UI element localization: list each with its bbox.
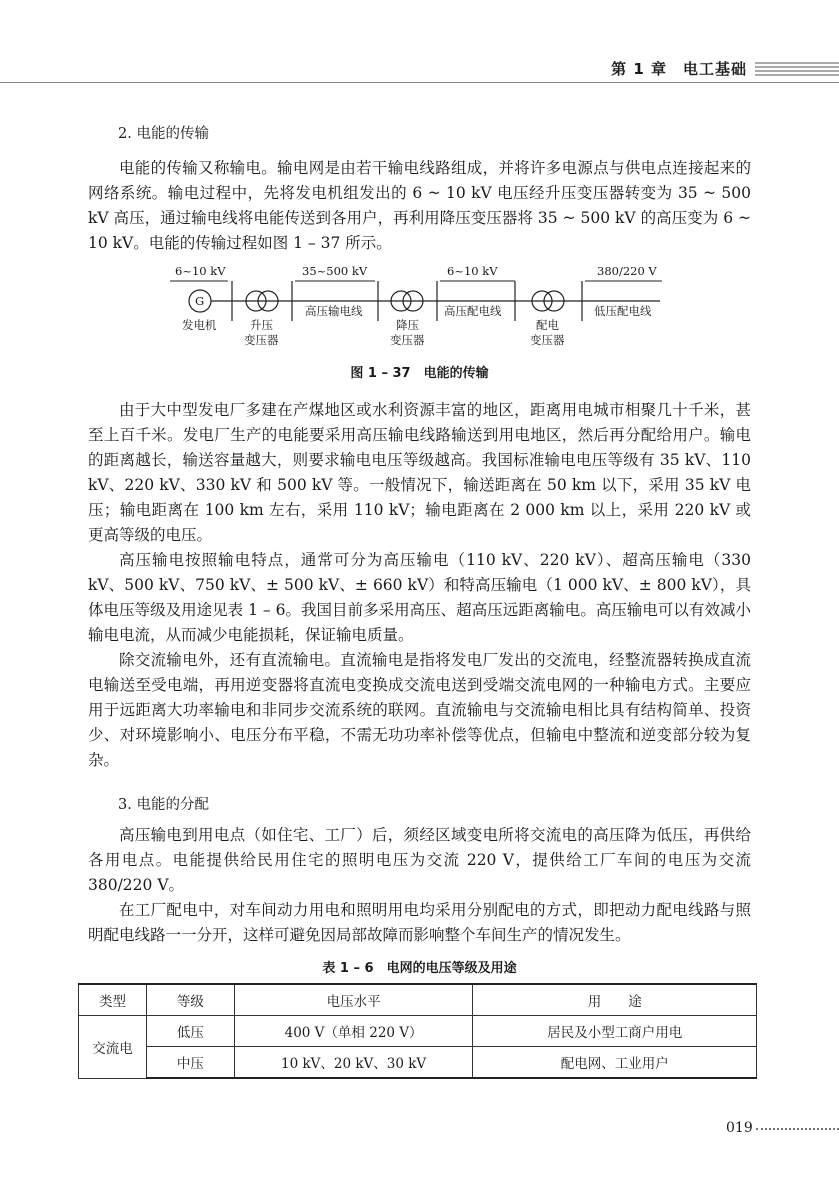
- voltage-label: 6~10 kV: [175, 264, 226, 278]
- chapter-title: 第 1 章 电工基础: [611, 60, 747, 78]
- section-heading-distribution: 3. 电能的分配: [118, 797, 209, 813]
- paragraph: 高压输电到用电点（如住宅、工厂）后，须经区域变电所将交流电的高压降为低压，再供给各用电点。电能提供给民用住宅的照明电压为交流 220 V，提供给工厂车间的电压为交流 380/220 V。: [88, 826, 751, 894]
- table-cell: 低压: [146, 1016, 234, 1047]
- paragraph: 电能的传输又称输电。输电网是由若干输电线路组成，并将许多电源点与供电点连接起来的网络系统。输电过程中，先将发电机组发出的 6 ~ 10 kV 电压经升压变压器转变为 35 ~ 500 kV 高压，通过输电线将电能传送到各用户，再利用降压变压器将 35 ~ 500 kV 的高压变为 6 ~ 10 kV。电能的传输过程如图 1 – 37 所示。: [88, 159, 751, 252]
- page-header: [0, 58, 839, 82]
- table-header: 用 途: [473, 984, 757, 1016]
- paragraph: 由于大中型发电厂多建在产煤地区或水利资源丰富的地区，距离用电城市相聚几十千米，甚至上百千米。发电厂生产的电能要采用高压输电线路输送到用电地区，然后再分配给用户。输电的距离越长，输送容量越大，则要求输电电压等级越高。我国标准输电电压等级有 35 kV、110 kV、220 kV、330 kV 和 500 kV 等。一般情况下，输送距离在 50 km 以下，采用 35 kV 电压；输电距离在 100 km 左右，采用 110 kV；输电距离在 2 000 km 以上，采用 220 kV 或更高等级的电压。: [88, 401, 751, 544]
- table-cell: 居民及小型工商户用电: [473, 1016, 757, 1047]
- svg-text:G: G: [195, 294, 205, 308]
- voltage-label: 35~500 kV: [302, 264, 368, 278]
- table-header-row: [79, 984, 757, 1016]
- svg-text:变压器: 变压器: [244, 333, 279, 347]
- table-cell: 10 kV、20 kV、30 kV: [234, 1047, 473, 1079]
- page-number: 019: [726, 1120, 753, 1136]
- paragraph: 高压输电按照输电特点，通常可分为高压输电（110 kV、220 kV）、超高压输电（330 kV、500 kV、750 kV、± 500 kV、± 660 kV）和特高压输电（1 000 kV、± 800 kV），具体电压等级及用途见表 1 – 6。我国目前多采用高压、超高压远距离输电。高压输电可以有效减小输电电流，从而减少电能损耗，保证输电质量。: [88, 551, 751, 644]
- table-cell: 配电网、工业用户: [473, 1047, 757, 1079]
- voltage-label: 380/220 V: [597, 264, 657, 278]
- page-number-decoration: [756, 1128, 839, 1132]
- table-header: 类型: [79, 984, 147, 1016]
- type-cell: 交流电: [79, 1016, 147, 1079]
- header-decoration: [755, 62, 839, 76]
- distribution-tf-label: 配电: [536, 318, 559, 332]
- table-header: 等级: [146, 984, 234, 1016]
- table-caption: 表 1 – 6 电网的电压等级及用途: [322, 961, 517, 976]
- step-up-label: 升压: [250, 318, 273, 332]
- paragraph: 除交流输电外，还有直流输电。直流输电是指将发电厂发出的交流电，经整流器转换成直流电输送至受电端，再用逆变器将直流电变换成交流电送到受端交流电网的一种输电方式。主要应用于远距离大功率输电和非同步交流系统的联网。直流输电与交流输电相比具有结构简单、投资少、对环境影响小、电压分布平稳，不需无功功率补偿等优点，但输电中整流和逆变部分较为复杂。: [88, 651, 751, 769]
- header-rule: [0, 82, 839, 83]
- section-heading-transmission: 2. 电能的传输: [118, 126, 209, 142]
- table-cell: 400 V（单相 220 V）: [234, 1016, 473, 1047]
- lv-distribution-label: 低压配电线: [594, 304, 652, 318]
- voltage-table: [78, 983, 757, 1079]
- hv-distribution-label: 高压配电线: [444, 304, 502, 318]
- svg-text:变压器: 变压器: [530, 333, 565, 347]
- svg-text:变压器: 变压器: [390, 333, 425, 347]
- table-row: [79, 1047, 757, 1079]
- table-row: [79, 1016, 757, 1047]
- paragraph: 在工厂配电中，对车间动力用电和照明用电均采用分别配电的方式，即把动力配电线路与照明配电线路一一分开，这样可避免因局部故障而影响整个车间生产的情况发生。: [88, 901, 751, 944]
- generator-label: 发电机: [182, 318, 217, 332]
- transmission-diagram: [170, 263, 670, 355]
- table-cell: 中压: [146, 1047, 234, 1079]
- figure-caption: 图 1 – 37 电能的传输: [350, 366, 489, 381]
- voltage-label: 6~10 kV: [447, 264, 498, 278]
- step-down-label: 降压: [396, 318, 419, 332]
- table-header: 电压水平: [234, 984, 473, 1016]
- hv-line-label: 高压输电线: [305, 304, 363, 318]
